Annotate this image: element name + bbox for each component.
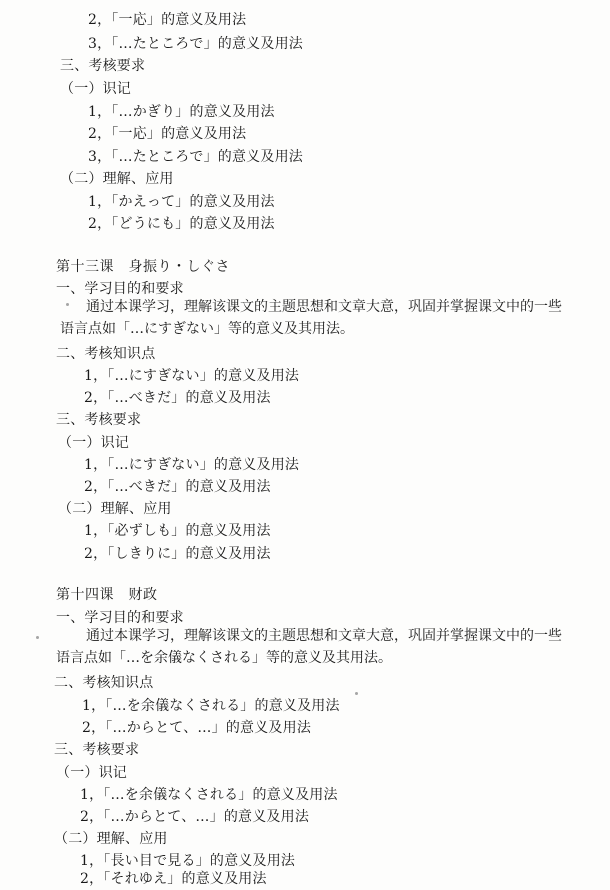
scan-speck — [66, 303, 69, 306]
list-item: 2，「…べきだ」的意义及用法 — [84, 390, 271, 406]
list-item: 3，「…たところで」的意义及用法 — [88, 36, 303, 52]
list-item: 2，「…からとて、…」的意义及用法 — [80, 809, 310, 825]
list-item: 2，「それゆえ」的意义及用法 — [80, 871, 267, 887]
paragraph-line: 语言点如「…を余儀なくされる」等的意义及其用法。 — [56, 650, 392, 666]
subsection-heading: （二）理解、应用 — [58, 501, 172, 517]
paragraph-line: 通过本课学习，理解该课文的主题思想和文章大意，巩固并掌握课文中的一些 — [86, 628, 562, 644]
list-item: 2，「どうにも」的意义及用法 — [88, 216, 275, 232]
list-item: 3，「…たところで」的意义及用法 — [88, 149, 303, 165]
list-item: 1，「…を余儀なくされる」的意义及用法 — [80, 787, 338, 803]
list-item: 2，「しきりに」的意义及用法 — [84, 546, 271, 562]
list-item: 2，「…からとて、…」的意义及用法 — [82, 720, 312, 736]
lesson-title: 第十四课 财政 — [56, 587, 158, 603]
section-heading: 一、学习目的和要求 — [56, 281, 184, 297]
section-heading: 三、考核要求 — [56, 412, 142, 428]
paragraph-line: 语言点如「…にすぎない」等的意义及其用法。 — [60, 321, 354, 337]
subsection-heading: （二）理解、应用 — [60, 171, 174, 187]
scan-speck — [36, 636, 39, 639]
list-item: 1，「必ずしも」的意义及用法 — [84, 523, 271, 539]
subsection-heading: （一）识记 — [58, 435, 129, 451]
section-heading: 三、考核要求 — [60, 58, 146, 74]
subsection-heading: （二）理解、应用 — [54, 831, 168, 847]
paragraph-line: 通过本课学习，理解该课文的主题思想和文章大意，巩固并掌握课文中的一些 — [86, 299, 562, 315]
list-item: 2，「…べきだ」的意义及用法 — [84, 479, 271, 495]
list-item: 1，「長い目で見る」的意义及用法 — [80, 853, 296, 869]
subsection-heading: （一）识记 — [56, 765, 127, 781]
section-heading: 二、考核知识点 — [54, 675, 154, 691]
list-item: 2，「一応」的意义及用法 — [88, 126, 247, 142]
list-item: 1，「かえって」的意义及用法 — [88, 194, 275, 210]
lesson-title: 第十三课 身振り・しぐさ — [56, 259, 230, 275]
list-item: 2，「一応」的意义及用法 — [88, 12, 247, 28]
subsection-heading: （一）识记 — [60, 81, 131, 97]
list-item: 1，「…にすぎない」的意义及用法 — [84, 457, 300, 473]
list-item: 1，「…を余儀なくされる」的意义及用法 — [82, 698, 340, 714]
scan-speck — [355, 692, 358, 695]
section-heading: 三、考核要求 — [54, 742, 140, 758]
list-item: 1，「…かぎり」的意义及用法 — [88, 104, 275, 120]
section-heading: 二、考核知识点 — [56, 346, 156, 362]
section-heading: 一、学习目的和要求 — [56, 610, 184, 626]
list-item: 1，「…にすぎない」的意义及用法 — [84, 368, 300, 384]
